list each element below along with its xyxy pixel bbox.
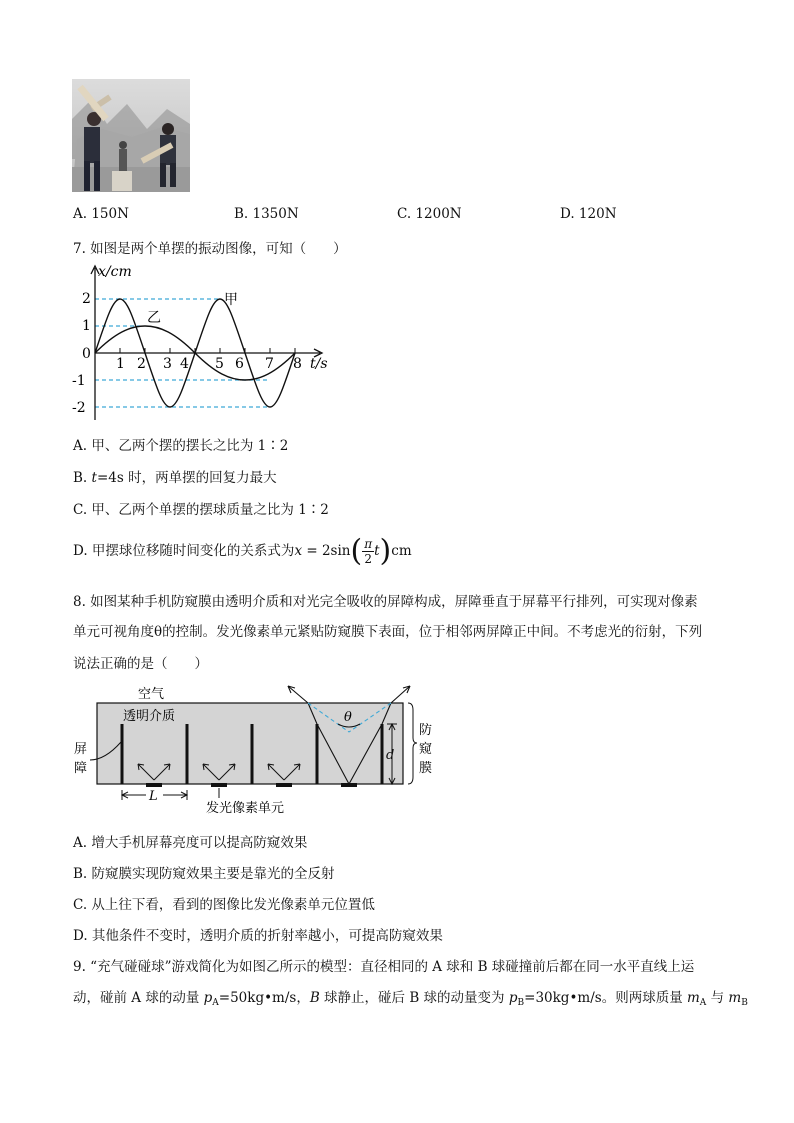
q7-x-tick-3: 3 (163, 356, 172, 372)
q8-film-label-3: 膜 (419, 761, 433, 776)
q9-mB-sub: B (741, 998, 748, 1008)
q9-pB: p (508, 990, 518, 1006)
q7-x-tick-2: 2 (137, 356, 146, 372)
q9-line2 (73, 986, 748, 1008)
q7-option-d-den: 2 (364, 552, 372, 566)
q7-y-axis-label: x/cm (98, 264, 132, 280)
q8-barrier-label-2: 障 (74, 761, 88, 776)
q7-option-d-prefix: D. 甲摆球位移随时间变化的关系式为 (73, 543, 295, 559)
q7-x-tick-1: 1 (116, 356, 125, 372)
q8-stem-line2: 单元可视角度θ的控制。发光像素单元紧贴防窥膜下表面，位于相邻两屏障正中间。不考虑光的衍射，下列 (73, 624, 703, 640)
q6-option-c[interactable]: C. 1200N (397, 206, 462, 222)
q7-option-d[interactable]: D. 甲摆球位移随时间变化的关系式为x = 2sin( $\frac{\pi}{2}$ t)cm (73, 533, 412, 569)
q8-pixel-label: 发光像素单元 (206, 801, 285, 816)
q6-option-b[interactable]: B. 1350N (234, 206, 299, 222)
q8-option-c[interactable]: C. 从上往下看，看到的图像比发光像素单元位置低 (73, 897, 375, 913)
q7-x-tick-4: 4 (180, 356, 189, 372)
q7-vibration-graph (70, 262, 340, 420)
q7-y-tick-1: 1 (82, 318, 91, 334)
q7-option-d-unit: cm (391, 543, 412, 559)
q9-B-italic: B (309, 990, 320, 1006)
q8-barrier-label-1: 屏 (74, 742, 88, 757)
q7-label-jia: 甲 (224, 292, 238, 308)
q8-air-label: 空气 (138, 687, 165, 702)
q9-pA: p (203, 990, 213, 1006)
q7-x-tick-5: 5 (215, 356, 224, 372)
q9-line2-a: 动，碰前 A 球的动量 (73, 990, 204, 1006)
q7-label-yi: 乙 (147, 310, 161, 326)
q8-film-label-1: 防 (419, 723, 433, 738)
q8-medium-label: 透明介质 (123, 709, 176, 724)
q8-stem-line3: 说法正确的是（ ） (73, 656, 208, 672)
q7-option-b-rest: =4s 时，两单摆的回复力最大 (96, 470, 277, 486)
q7-y-tick-2: 2 (82, 291, 91, 307)
q9-pA-sub: A (212, 998, 219, 1008)
q7-option-b[interactable] (73, 466, 277, 486)
q7-stem: 7. 如图是两个单摆的振动图像，可知（ ） (73, 241, 347, 257)
q7-option-c[interactable]: C. 甲、乙两个单摆的摆球质量之比为 1∶2 (73, 502, 329, 518)
q8-stem-line1: 8. 如图某种手机防窥膜由透明介质和对光完全吸收的屏障构成，屏障垂直于屏幕平行排列，可实现对像素 (73, 594, 698, 610)
q8-option-b[interactable]: B. 防窥膜实现防窥效果主要是靠光的全反射 (73, 866, 335, 882)
q7-y-tick-neg1: -1 (72, 373, 86, 389)
q7-origin-label: 0 (82, 346, 91, 362)
q8-film-label-2: 窥 (419, 742, 433, 757)
q8-theta-label: θ (344, 710, 352, 725)
q7-x-axis-label: t/s (310, 356, 328, 372)
q7-option-d-lhs: x (294, 543, 303, 559)
q9-line2-c: 球静止，碰后 B 球的动量变为 (319, 990, 509, 1006)
q7-option-d-var: t (374, 543, 380, 559)
q8-option-a[interactable]: A. 增大手机屏幕亮度可以提高防窥效果 (73, 835, 308, 851)
q7-x-tick-6: 6 (235, 356, 244, 372)
q9-line1: 9. “充气碰碰球”游戏简化为如图乙所示的模型：直径相同的 A 球和 B 球碰撞前后都在同一水平直线上运 (73, 959, 695, 975)
hammer-photo (72, 79, 190, 192)
q9-line2-e: 与 (706, 990, 729, 1006)
q8-option-d[interactable]: D. 其他条件不变时，透明介质的折射率越小，可提高防窥效果 (73, 928, 443, 944)
q7-option-d-eq: = 2sin (302, 543, 351, 559)
q8-d-label: d (386, 748, 395, 763)
q8-L-label: L (149, 789, 158, 804)
q9-pB-sub: B (517, 998, 525, 1008)
q7-option-b-prefix: B. (73, 470, 92, 486)
q7-option-b-var: t (91, 470, 97, 486)
q9-line2-b: =50kg•m/s， (218, 990, 310, 1006)
q7-y-tick-neg2: -2 (72, 400, 86, 416)
q9-mA: m (686, 990, 700, 1006)
q6-option-a[interactable]: A. 150N (73, 206, 129, 222)
q6-options (73, 206, 713, 224)
q7-option-a[interactable]: A. 甲、乙两个摆的摆长之比为 1∶2 (73, 438, 289, 454)
q6-option-d[interactable]: D. 120N (560, 206, 617, 222)
q9-mA-sub: A (699, 998, 707, 1008)
q7-option-d-num: π (364, 537, 373, 551)
q7-x-tick-8: 8 (293, 356, 302, 372)
q7-x-tick-7: 7 (265, 356, 274, 372)
q9-mB: m (728, 990, 742, 1006)
q7-option-d-fraction (362, 537, 374, 566)
q8-film-diagram (70, 680, 450, 820)
q9-line2-d: =30kg•m/s。则两球质量 (524, 990, 687, 1006)
